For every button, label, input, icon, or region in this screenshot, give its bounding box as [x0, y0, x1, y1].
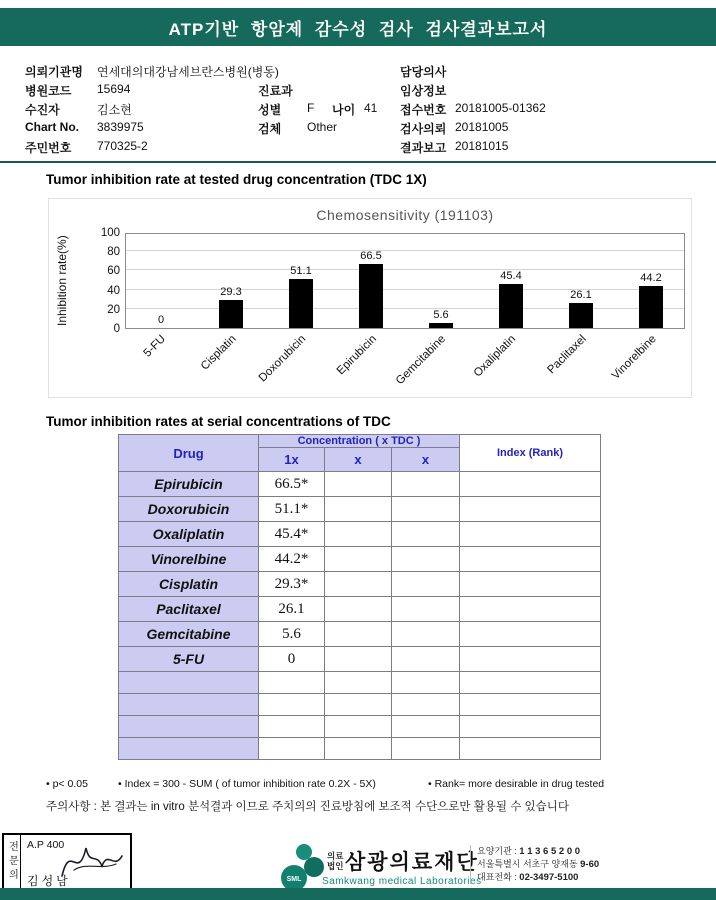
label-accession-no: 접수번호: [400, 103, 447, 117]
inhibition-value-cell: 0: [259, 647, 325, 672]
label-requesting-org: 의뢰기관명: [25, 65, 83, 79]
table-section-heading: Tumor inhibition rates at serial concentrations of TDC: [46, 414, 391, 429]
empty-value-cell: [325, 522, 392, 547]
specialist-signature-box: [2, 833, 132, 891]
bar-value-label: 26.1: [570, 288, 592, 301]
empty-value-cell: [392, 472, 460, 497]
empty-row: [119, 716, 601, 738]
value-chart-no: 3839975: [97, 120, 144, 134]
x-tick-label: Cisplatin: [198, 333, 239, 373]
x-tick-label: Vinorelbine: [609, 333, 659, 383]
drug-row-Cisplatin: [119, 572, 601, 597]
drug-row-Epirubicin: [119, 472, 601, 497]
chart-section-heading: Tumor inhibition rate at tested drug concentration (TDC 1X): [46, 172, 427, 187]
y-axis-label: Inhibition rate(%): [55, 235, 69, 327]
label-jumin: 주민번호: [25, 141, 72, 155]
inhibition-value-cell: 66.5*: [259, 472, 325, 497]
bar-value-label: 45.4: [500, 270, 522, 283]
value-specimen: Other: [307, 120, 338, 134]
empty-value-cell: [392, 547, 460, 572]
drug-row-5-FU: [119, 647, 601, 672]
ap-number: A.P 400: [27, 839, 65, 851]
empty-value-cell: [325, 647, 392, 672]
x-tick-label: 5-FU: [141, 333, 169, 360]
empty-value-cell: [325, 597, 392, 622]
x-axis-labels: [125, 331, 685, 397]
svg-text:SML: SML: [286, 876, 302, 883]
footnote-index-formula: • Index = 300 - SUM ( of tumor inhibition rate 0.2X - 5X): [118, 778, 376, 790]
samkwang-logo-icon: [280, 842, 326, 894]
footer-info-line: 대표전화 : 02-3497-5100: [477, 872, 579, 883]
drug-name-cell: Oxaliplatin: [119, 522, 259, 547]
org-type-label: 의료 법인: [327, 851, 344, 871]
label-chart-no: Chart No.: [25, 120, 79, 134]
empty-value-cell: [392, 597, 460, 622]
label-report-date: 결과보고: [400, 141, 447, 155]
label-specimen: 검체: [258, 122, 282, 136]
label-age: 나이: [332, 103, 356, 117]
empty-value-cell: [325, 547, 392, 572]
drug-name-cell: 5-FU: [119, 647, 259, 672]
col-header-x3: x: [392, 448, 460, 472]
chart-bar-Vinorelbine: [639, 286, 663, 328]
chart-bar-Epirubicin: [359, 264, 383, 328]
label-clinical-info: 임상정보: [400, 84, 447, 98]
value-report-date: 20181015: [455, 139, 509, 153]
drug-row-Vinorelbine: [119, 547, 601, 572]
value-request-date: 20181005: [455, 120, 509, 134]
col-header-1x: 1x: [259, 448, 325, 472]
caution-text: 주의사항 : 본 결과는 in vitro 분석결과 이므로 주치의의 진료방침에 보조적 수단으로만 활용될 수 있습니다: [46, 801, 569, 813]
y-tick-label: 0: [113, 323, 120, 335]
inhibition-value-cell: 29.3*: [259, 572, 325, 597]
empty-value-cell: [392, 522, 460, 547]
empty-value-cell: [325, 622, 392, 647]
patient-info-section: [0, 57, 716, 163]
signature-icon: [56, 836, 128, 888]
empty-value-cell: [325, 572, 392, 597]
chart-title: Chemosensitivity (191103): [316, 207, 494, 223]
drug-name-cell: Cisplatin: [119, 572, 259, 597]
empty-row: [119, 694, 601, 716]
bar-value-label: 66.5: [360, 250, 382, 263]
col-header-concentration: Concentration ( x TDC ): [259, 435, 460, 448]
index-rank-cell: [460, 597, 601, 622]
gridline: [126, 269, 684, 270]
inhibition-value-cell: 51.1*: [259, 497, 325, 522]
gridline: [126, 308, 684, 309]
report-title: ATP기반 항암제 감수성 검사 검사결과보고서: [168, 19, 548, 39]
label-patient: 수진자: [25, 103, 60, 117]
y-tick-label: 80: [107, 246, 120, 259]
footnote-pvalue: • p< 0.05: [46, 778, 88, 790]
report-title-bar: [0, 8, 716, 46]
index-rank-cell: [460, 622, 601, 647]
drug-name-cell: Gemcitabine: [119, 622, 259, 647]
index-rank-cell: [460, 572, 601, 597]
bar-value-label: 51.1: [290, 264, 312, 277]
y-tick-label: 40: [107, 284, 120, 297]
value-accession-no: 20181005-01362: [455, 101, 546, 115]
chart-bar-Doxorubicin: [289, 279, 313, 328]
index-rank-cell: [460, 647, 601, 672]
drug-name-cell: Paclitaxel: [119, 597, 259, 622]
label-request-date: 검사의뢰: [400, 122, 447, 136]
chart-bar-Oxaliplatin: [499, 284, 523, 328]
index-rank-cell: [460, 522, 601, 547]
drug-row-Doxorubicin: [119, 497, 601, 522]
value-requesting-org: 연세대의대강남세브란스병원(병동): [97, 65, 279, 79]
bar-value-label: 0: [157, 314, 165, 326]
footnote-rank: • Rank= more desirable in drug tested: [428, 778, 605, 790]
drug-name-cell: Doxorubicin: [119, 497, 259, 522]
index-rank-cell: [460, 472, 601, 497]
footer-info-line: 서울특별시 서초구 양재동 9-60: [477, 859, 600, 870]
bottom-teal-bar: [0, 888, 716, 900]
y-tick-label: 60: [107, 265, 120, 278]
drug-row-Oxaliplatin: [119, 522, 601, 547]
footer-contact-info: [470, 845, 599, 884]
empty-row: [119, 738, 601, 760]
x-tick-label: Oxaliplatin: [472, 333, 519, 380]
org-name: 삼광의료재단: [345, 851, 479, 874]
y-tick-label: 100: [100, 227, 120, 239]
value-patient-name: 김소현: [97, 103, 132, 117]
bar-value-label: 44.2: [640, 271, 662, 284]
drug-row-Gemcitabine: [119, 622, 601, 647]
value-sex: F: [307, 101, 315, 115]
drug-row-Paclitaxel: [119, 597, 601, 622]
index-rank-cell: [460, 547, 601, 572]
drug-name-cell: Vinorelbine: [119, 547, 259, 572]
empty-row: [119, 672, 601, 694]
empty-value-cell: [392, 572, 460, 597]
org-name-english: Samkwang medical Laboratories: [322, 876, 482, 887]
empty-value-cell: [392, 497, 460, 522]
inhibition-value-cell: 26.1: [259, 597, 325, 622]
footer-info-line: 요양기관 : 1 1 3 6 5 2 0 0: [477, 846, 581, 857]
drug-name-cell: Epirubicin: [119, 472, 259, 497]
value-age: 41: [364, 101, 378, 115]
y-tick-label: 20: [107, 303, 120, 316]
value-jumin: 770325-2: [97, 139, 148, 153]
chart-plot-area: [100, 227, 685, 335]
x-tick-label: Gemcitabine: [394, 333, 449, 388]
label-sex: 성별: [258, 103, 282, 117]
x-tick-label: Paclitaxel: [545, 333, 589, 377]
bar-value-label: 5.6: [433, 308, 449, 321]
col-header-index-rank: Index (Rank): [460, 435, 601, 472]
chart-bar-Cisplatin: [219, 300, 243, 328]
col-header-drug: Drug: [119, 435, 259, 472]
empty-value-cell: [392, 622, 460, 647]
label-department: 진료과: [258, 84, 293, 98]
chart-bar-Paclitaxel: [569, 303, 593, 328]
empty-value-cell: [392, 647, 460, 672]
value-hospital-code: 15694: [97, 82, 131, 96]
concentration-table: [118, 434, 601, 760]
empty-value-cell: [325, 497, 392, 522]
chemosensitivity-chart: [48, 198, 692, 398]
x-tick-label: Doxorubicin: [257, 333, 309, 385]
bar-value-label: 29.3: [220, 285, 242, 298]
chart-bar-Gemcitabine: [429, 323, 453, 328]
doctor-name: 김성남: [27, 874, 71, 888]
col-header-x2: x: [325, 448, 392, 472]
inhibition-value-cell: 44.2*: [259, 547, 325, 572]
x-tick-label: Epirubicin: [334, 333, 379, 378]
specialist-label: 전문의: [4, 835, 21, 889]
empty-value-cell: [325, 472, 392, 497]
label-hospital-code: 병원코드: [25, 84, 72, 98]
label-attending-doctor: 담당의사: [400, 65, 447, 79]
inhibition-value-cell: 5.6: [259, 622, 325, 647]
inhibition-value-cell: 45.4*: [259, 522, 325, 547]
index-rank-cell: [460, 497, 601, 522]
